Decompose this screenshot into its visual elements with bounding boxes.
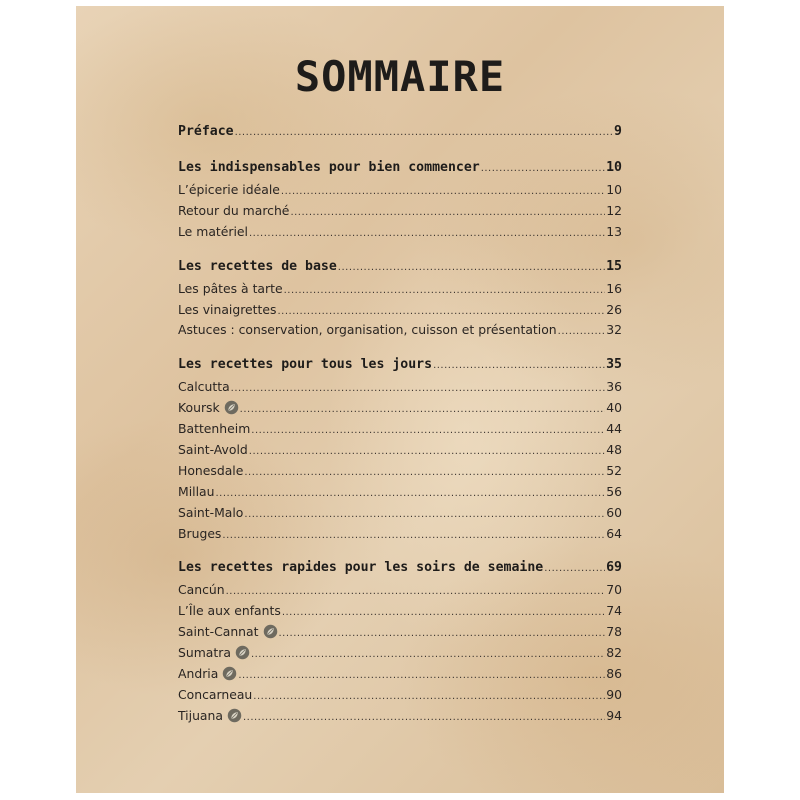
entry-label-text: Tijuana	[178, 707, 223, 723]
toc-entry	[178, 708, 622, 729]
page-number: 44	[606, 421, 622, 437]
dot-leader	[481, 164, 605, 174]
toc-entry	[178, 505, 622, 526]
page-number: 52	[606, 462, 622, 478]
entry-title	[178, 421, 250, 436]
dot-leader	[558, 327, 606, 337]
entry-title	[178, 666, 237, 681]
toc-section	[178, 160, 622, 245]
page-number: 56	[606, 483, 622, 499]
toc-section-heading	[178, 560, 622, 582]
dot-leader	[338, 263, 605, 273]
entry-label-text: Calcutta	[178, 379, 230, 395]
toc-entry	[178, 666, 622, 687]
toc-section-heading	[178, 160, 622, 182]
toc-entry	[178, 645, 622, 666]
toc-section	[178, 124, 622, 146]
page-number: 10	[606, 160, 622, 175]
leaf-icon	[222, 666, 237, 681]
dot-leader	[231, 384, 606, 394]
dot-leader	[251, 426, 605, 436]
dot-leader	[279, 629, 606, 639]
toc-entry	[178, 281, 622, 302]
leaf-icon	[224, 400, 239, 415]
entry-label-text: Le matériel	[178, 223, 248, 239]
page-number: 70	[606, 582, 622, 598]
page-number: 64	[606, 525, 622, 541]
entry-label-text: Saint-Cannat	[178, 624, 259, 640]
entry-label-text: Les vinaigrettes	[178, 301, 277, 317]
leaf-icon	[227, 708, 242, 723]
page-number: 74	[606, 603, 622, 619]
toc-section-heading	[178, 259, 622, 281]
dot-leader	[243, 713, 605, 723]
entry-label-text: Les indispensables pour bien commencer	[178, 160, 480, 175]
section-title	[178, 124, 234, 139]
toc-entry	[178, 400, 622, 421]
page-number: 40	[606, 400, 622, 416]
entry-title	[178, 484, 214, 499]
entry-title	[178, 281, 283, 296]
toc-entry	[178, 603, 622, 624]
entry-title	[178, 400, 239, 415]
entry-title	[178, 645, 250, 660]
dot-leader	[282, 608, 605, 618]
toc-section	[178, 357, 622, 546]
dot-leader	[238, 671, 605, 681]
entry-label-text: Les recettes pour tous les jours	[178, 357, 433, 373]
section-title	[178, 357, 432, 372]
toc-entry	[178, 442, 622, 463]
entry-title	[178, 505, 243, 520]
page-number: 94	[606, 707, 622, 723]
toc-entry	[178, 302, 622, 323]
toc-entry	[178, 322, 622, 343]
toc-entry	[178, 624, 622, 645]
entry-label-text: Préface	[178, 124, 234, 139]
entry-label-text: Honesdale	[178, 462, 244, 478]
entry-label-text: Millau	[178, 483, 215, 499]
entry-title	[178, 302, 276, 317]
entry-title	[178, 203, 289, 218]
entry-label-text: Retour du marché	[178, 202, 290, 218]
page-number: 9	[614, 124, 622, 139]
page-number: 13	[606, 223, 622, 239]
dot-leader	[251, 650, 605, 660]
toc-section-heading	[178, 124, 622, 146]
entry-label-text: Koursk	[178, 400, 220, 416]
section-title	[178, 560, 543, 575]
toc-entry	[178, 182, 622, 203]
entry-title	[178, 603, 281, 618]
page-number: 78	[606, 624, 622, 640]
entry-label-text: Les pâtes à tarte	[178, 280, 283, 296]
toc-entry	[178, 582, 622, 603]
toc-entry	[178, 379, 622, 400]
entry-title	[178, 582, 225, 597]
entry-label-text: Andria	[178, 666, 219, 682]
dot-leader	[281, 187, 605, 197]
entry-label-text: Cancún	[178, 582, 225, 598]
section-title	[178, 160, 480, 175]
dot-leader	[226, 587, 606, 597]
entry-label-text: Battenheim	[178, 421, 251, 437]
dot-leader	[249, 447, 605, 457]
page-number: 82	[606, 645, 622, 661]
page-number: 32	[606, 322, 622, 338]
dot-leader	[244, 510, 605, 520]
dot-leader	[222, 531, 605, 541]
entry-title	[178, 224, 248, 239]
dot-leader	[244, 468, 605, 478]
dot-leader	[240, 405, 606, 415]
page-number: 36	[606, 379, 622, 395]
toc-entry	[178, 484, 622, 505]
entry-label-text: Saint-Malo	[178, 504, 244, 520]
entry-label-text: Les recettes de base	[178, 258, 337, 274]
page-number: 48	[606, 442, 622, 458]
entry-label-text: Bruges	[178, 525, 222, 541]
toc-entry	[178, 526, 622, 547]
page-number: 35	[606, 357, 622, 373]
toc-page	[76, 6, 724, 793]
page-number: 26	[606, 301, 622, 317]
dot-leader	[290, 208, 605, 218]
entry-title	[178, 624, 278, 639]
page-number: 12	[606, 202, 622, 218]
entry-title	[178, 687, 252, 702]
entry-title	[178, 182, 280, 197]
toc-section	[178, 560, 622, 728]
page-number: 60	[606, 504, 622, 520]
dot-leader	[544, 564, 605, 574]
leaf-icon	[235, 645, 250, 660]
page-number: 86	[606, 666, 622, 682]
toc-section	[178, 259, 622, 344]
page-number: 69	[606, 560, 622, 576]
entry-label-text: Astuces : conservation, organisation, cuisson et présentation	[178, 322, 557, 338]
entry-title	[178, 322, 557, 337]
dot-leader	[284, 286, 606, 296]
dot-leader	[277, 307, 605, 317]
table-of-contents	[178, 124, 622, 743]
dot-leader	[433, 361, 605, 371]
entry-title	[178, 442, 248, 457]
dot-leader	[235, 128, 613, 138]
entry-label-text: Saint-Avold	[178, 442, 248, 458]
toc-entry	[178, 224, 622, 245]
section-title	[178, 259, 337, 274]
entry-label-text: L’Île aux enfants	[178, 603, 281, 619]
entry-title	[178, 526, 221, 541]
page-number: 10	[606, 182, 622, 197]
leaf-icon	[263, 624, 278, 639]
toc-entry	[178, 203, 622, 224]
page-number: 15	[606, 258, 622, 274]
toc-entry	[178, 421, 622, 442]
dot-leader	[249, 229, 605, 239]
toc-section-heading	[178, 357, 622, 379]
entry-label-text: Les recettes rapides pour les soirs de semaine	[178, 560, 544, 576]
entry-title	[178, 708, 242, 723]
page-title: SOMMAIRE	[294, 52, 506, 101]
toc-entry	[178, 687, 622, 708]
dot-leader	[253, 692, 605, 702]
page-number: 16	[606, 280, 622, 296]
entry-title	[178, 463, 243, 478]
toc-entry	[178, 463, 622, 484]
entry-label-text: Sumatra	[178, 645, 231, 661]
entry-label-text: L’épicerie idéale	[178, 182, 280, 197]
dot-leader	[215, 489, 605, 499]
entry-label-text: Concarneau	[178, 686, 253, 702]
entry-title	[178, 379, 230, 394]
page-number: 90	[606, 686, 622, 702]
